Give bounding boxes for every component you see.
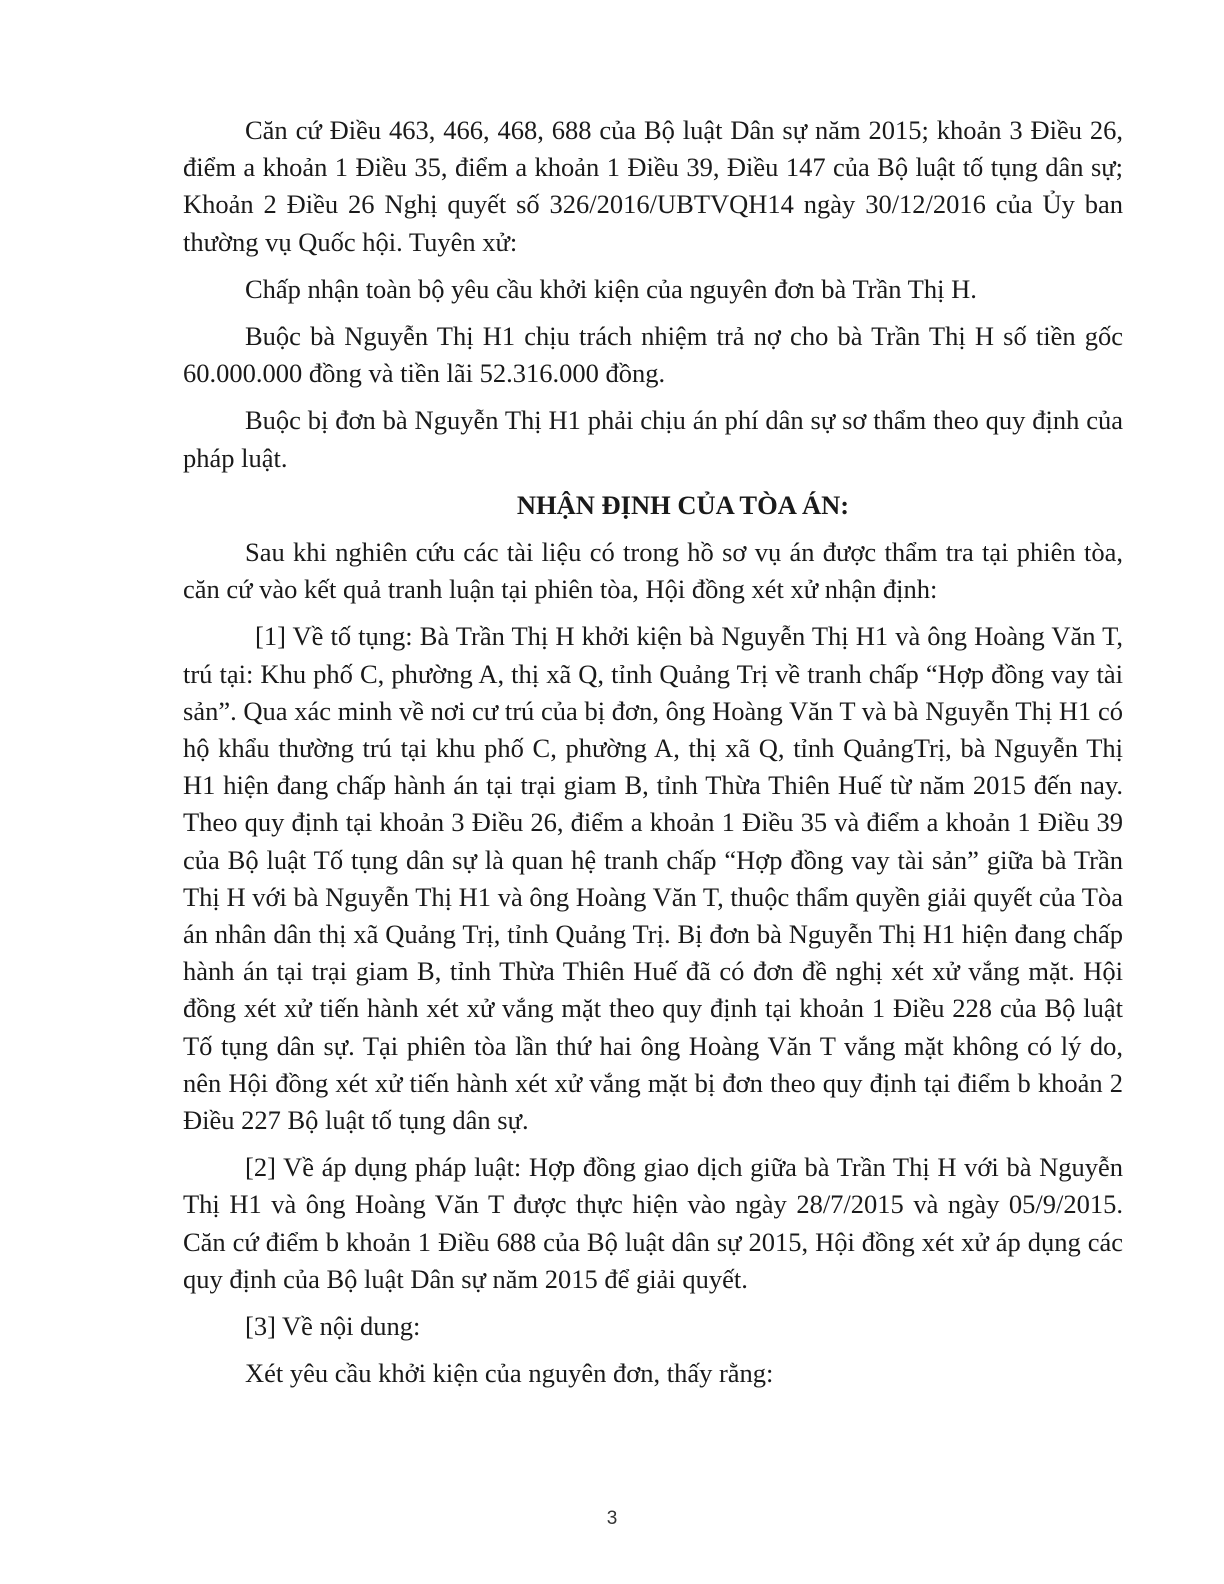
applicable-law-paragraph: [2] Về áp dụng pháp luật: Hợp đồng giao dịch giữa bà Trần Thị H với bà Nguyễn Thị H1 và ông Hoàng Văn T được thực hiện vào ngày 28/7/2015 và ngày 05/9/2015. Căn cứ điểm b khoản 1 Điều 688 của Bộ luật dân sự 2015, Hội đồng xét xử áp dụng các quy định của Bộ luật Dân sự năm 2015 để giải quyết. — [183, 1152, 1123, 1294]
content-heading-paragraph: [3] Về nội dung: — [245, 1311, 421, 1342]
ruling-fee-paragraph: Buộc bị đơn bà Nguyễn Thị H1 phải chịu án phí dân sự sơ thẩm theo quy định của pháp luật. — [183, 405, 1123, 473]
ruling-debt-paragraph: Buộc bà Nguyễn Thị H1 chịu trách nhiệm trả nợ cho bà Trần Thị H số tiền gốc 60.000.000 đồng và tiền lãi 52.316.000 đồng. — [183, 321, 1123, 389]
section-heading: NHẬN ĐỊNH CỦA TÒA ÁN: — [516, 489, 850, 520]
ruling-accept-paragraph: Chấp nhận toàn bộ yêu cầu khởi kiện của nguyên đơn bà Trần Thị H. — [245, 273, 977, 304]
legal-basis-paragraph: Căn cứ Điều 463, 466, 468, 688 của Bộ luật Dân sự năm 2015; khoản 3 Điều 26, điểm a khoản 1 Điều 35, điểm a khoản 1 Điều 39, Điều 147 của Bộ luật tố tụng dân sự; Khoản 2 Điều 26 Nghị quyết số 326/2016/UBTVQH14 ngày 30/12/2016 của Ủy ban thường vụ Quốc hội. Tuyên xử: — [183, 115, 1123, 257]
intro-paragraph: Sau khi nghiên cứu các tài liệu có trong hồ sơ vụ án được thẩm tra tại phiên tòa, căn cứ vào kết quả tranh luận tại phiên tòa, Hội đồng xét xử nhận định: — [183, 537, 1123, 605]
document-body — [183, 112, 1123, 1403]
claim-review-paragraph: Xét yêu cầu khởi kiện của nguyên đơn, thấy rằng: — [245, 1358, 774, 1389]
procedure-paragraph: [1] Về tố tụng: Bà Trần Thị H khởi kiện bà Nguyễn Thị H1 và ông Hoàng Văn T, trú tại: Khu phố C, phường A, thị xã Q, tỉnh Quảng Trị về tranh chấp “Hợp đồng vay tài sản”. Qua xác minh về nơi cư trú của bị đơn, ông Hoàng Văn T và bà Nguyễn Thị H1 có hộ khẩu thường trú tại khu phố C, phường A, thị xã Q, tỉnh QuảngTrị, bà Nguyễn Thị H1 hiện đang chấp hành án tại trại giam B, tỉnh Thừa Thiên Huế từ năm 2015 đến nay. Theo quy định tại khoản 3 Điều 26, điểm a khoản 1 Điều 35 và điểm a khoản 1 Điều 39 của Bộ luật Tố tụng dân sự là quan hệ tranh chấp “Hợp đồng vay tài sản” giữa bà Trần Thị H với bà Nguyễn Thị H1 và ông Hoàng Văn T, thuộc thẩm quyền giải quyết của Tòa án nhân dân thị xã Quảng Trị, tỉnh Quảng Trị. Bị đơn bà Nguyễn Thị H1 hiện đang chấp hành án tại trại giam B, tỉnh Thừa Thiên Huế đã có đơn đề nghị xét xử vắng mặt. Hội đồng xét xử tiến hành xét xử vắng mặt theo quy định tại khoản 1 Điều 228 của Bộ luật Tố tụng dân sự. Tại phiên tòa lần thứ hai ông Hoàng Văn T vắng mặt không có lý do, nên Hội đồng xét xử tiến hành xét xử vắng mặt bị đơn theo quy định tại điểm b khoản 2 Điều 227 Bộ luật tố tụng dân sự. — [183, 621, 1123, 1136]
page-number: 3 — [606, 1508, 618, 1529]
